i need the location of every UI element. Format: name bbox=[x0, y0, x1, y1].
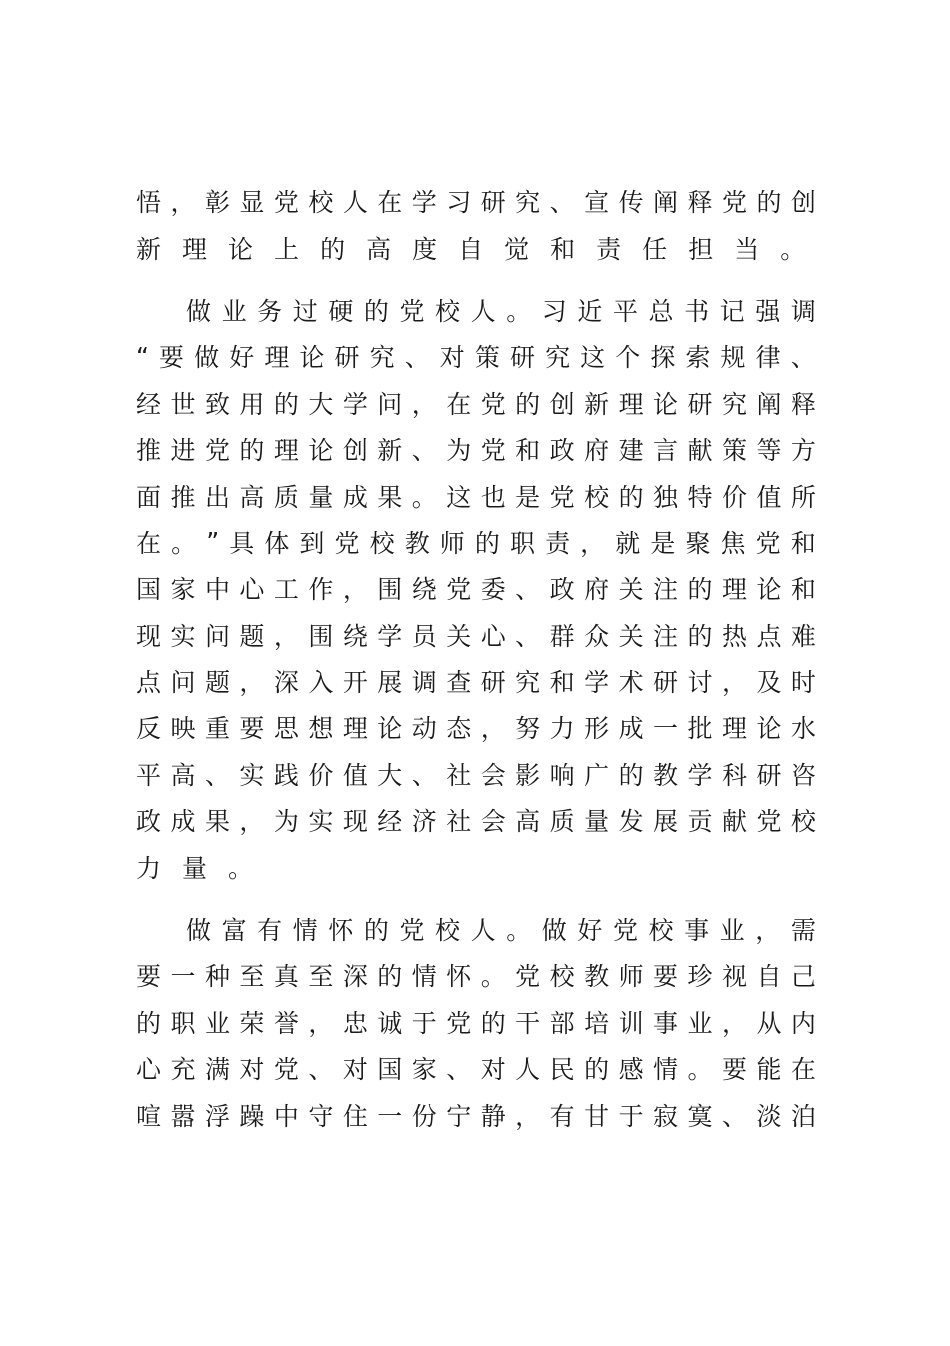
text-line: 的 职 业 荣 誉 ， 忠 诚 于 党 的 干 部 培 训 事 业 ， 从 内 bbox=[136, 1008, 816, 1038]
text-line: 平 高 、 实 践 价 值 大 、 社 会 影 响 广 的 教 学 科 研 咨 bbox=[136, 760, 816, 790]
text-line: 喧 嚣 浮 躁 中 守 住 一 份 宁 静 ， 有 甘 于 寂 寞 、 淡 泊 bbox=[136, 1101, 816, 1131]
text-line: 心 充 满 对 党 、 对 国 家 、 对 人 民 的 感 情 。 要 能 在 bbox=[136, 1055, 816, 1085]
text-line: 做 业 务 过 硬 的 党 校 人 。 习 近 平 总 书 记 强 调 bbox=[186, 296, 816, 326]
text-line: 新 理 论 上 的 高 度 自 觉 和 责 任 担 当 。 bbox=[136, 234, 806, 264]
paragraph-gap bbox=[136, 271, 816, 287]
text-line: 反 映 重 要 思 想 理 论 动 态 ， 努 力 形 成 一 批 理 论 水 bbox=[136, 714, 816, 744]
text-line: 面 推 出 高 质 量 成 果 。 这 也 是 党 校 的 独 特 价 值 所 bbox=[136, 482, 816, 512]
text-line: 政 成 果 ， 为 实 现 经 济 社 会 高 质 量 发 展 贡 献 党 校 bbox=[136, 807, 816, 837]
text-line: 点 问 题 ， 深 入 开 展 调 查 研 究 和 学 术 研 讨 ， 及 时 bbox=[136, 668, 816, 698]
text-line: 做 富 有 情 怀 的 党 校 人 。 做 好 党 校 事 业 ， 需 bbox=[186, 916, 816, 946]
body-text bbox=[136, 178, 816, 1138]
text-line: 要 一 种 至 真 至 深 的 情 怀 。 党 校 教 师 要 珍 视 自 己 bbox=[136, 962, 816, 992]
text-line: 悟 ， 彰 显 党 校 人 在 学 习 研 究 、 宣 传 阐 释 党 的 创 bbox=[136, 188, 816, 218]
text-line: 推 进 党 的 理 论 创 新 、 为 党 和 政 府 建 言 献 策 等 方 bbox=[136, 436, 816, 466]
text-line: 力 量 。 bbox=[136, 853, 254, 883]
text-line: “ 要 做 好 理 论 研 究 、 对 策 研 究 这 个 探 索 规 律 、 bbox=[136, 341, 816, 373]
text-line: 现 实 问 题 ， 围 绕 学 员 关 心 、 群 众 关 注 的 热 点 难 bbox=[136, 621, 816, 651]
text-line: 在 。 ” 具 体 到 党 校 教 师 的 职 责 ， 就 是 聚 焦 党 和 bbox=[136, 527, 816, 558]
text-line: 国 家 中 心 工 作 ， 围 绕 党 委 、 政 府 关 注 的 理 论 和 bbox=[136, 575, 816, 605]
paragraph-gap bbox=[136, 890, 816, 906]
text-line: 经 世 致 用 的 大 学 问 ， 在 党 的 创 新 理 论 研 究 阐 释 bbox=[136, 389, 816, 419]
